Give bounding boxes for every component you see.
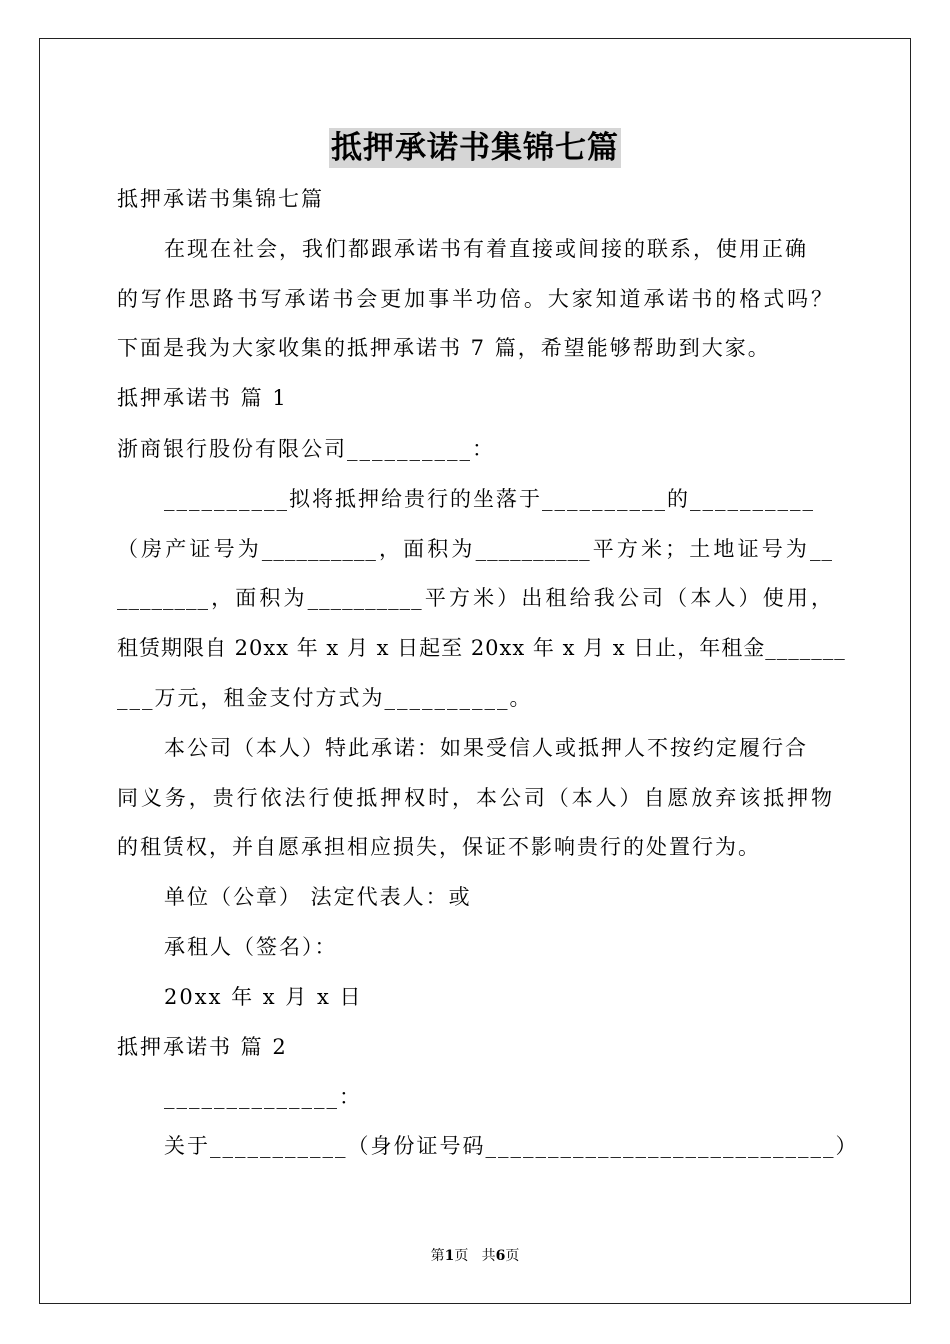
footer-page-unit: 页 [454, 1248, 469, 1264]
footer-page-prefix: 第 [430, 1248, 445, 1264]
footer-page-total: 6 [495, 1248, 506, 1264]
signature-date-line: 20xx 年 x 月 x 日 [164, 985, 363, 1009]
footer-total-prefix: 共 [481, 1248, 496, 1264]
body-line-4: 租赁期限自 20xx 年 x 月 x 日起至 20xx 年 x 月 x 日止，年租金_______ [117, 636, 846, 660]
body-line-1: __________拟将抵押给贵行的坐落于__________的__________ [164, 487, 815, 511]
body-line-3: ________，面积为__________平方米）出租给我公司（本人）使用， [117, 586, 833, 610]
page-border [39, 38, 911, 1304]
title-container [0, 128, 950, 168]
intro-line-2: 的写作思路书写承诺书会更加事半功倍。大家知道承诺书的格式吗？ [117, 287, 833, 311]
section-heading-1: 抵押承诺书 篇 1 [117, 386, 288, 410]
body-line-2: （房产证号为__________，面积为__________平方米；土地证号为__ [117, 537, 833, 561]
document-title: 抵押承诺书集锦七篇 [331, 130, 619, 166]
subtitle-line: 抵押承诺书集锦七篇 [117, 187, 324, 211]
footer-page-current: 1 [444, 1248, 455, 1264]
promise-line-2: 同义务，贵行依法行使抵押权时，本公司（本人）自愿放弃该抵押物 [117, 786, 833, 810]
page-footer [0, 1246, 950, 1266]
promise-line-3: 的租赁权，并自愿承担相应损失，保证不影响贵行的处置行为。 [117, 835, 761, 859]
promise-line-1: 本公司（本人）特此承诺：如果受信人或抵押人不按约定履行合 [164, 736, 808, 760]
section-heading-2: 抵押承诺书 篇 2 [117, 1035, 288, 1059]
addressee-blank-line: ______________： [164, 1085, 362, 1109]
signature-unit-line: 单位（公章） 法定代表人：或 [164, 885, 472, 909]
intro-line-1: 在现在社会，我们都跟承诺书有着直接或间接的联系，使用正确 [164, 237, 808, 261]
signature-tenant-line: 承租人（签名）： [164, 935, 338, 959]
addressee-line: 浙商银行股份有限公司__________： [117, 437, 495, 461]
footer-total-unit: 页 [505, 1248, 520, 1264]
body-line-5: ___万元，租金支付方式为__________。 [117, 686, 533, 710]
intro-line-3: 下面是我为大家收集的抵押承诺书 7 篇，希望能够帮助到大家。 [117, 336, 771, 360]
regarding-line: 关于___________（身份证号码____________________________） [164, 1134, 859, 1158]
